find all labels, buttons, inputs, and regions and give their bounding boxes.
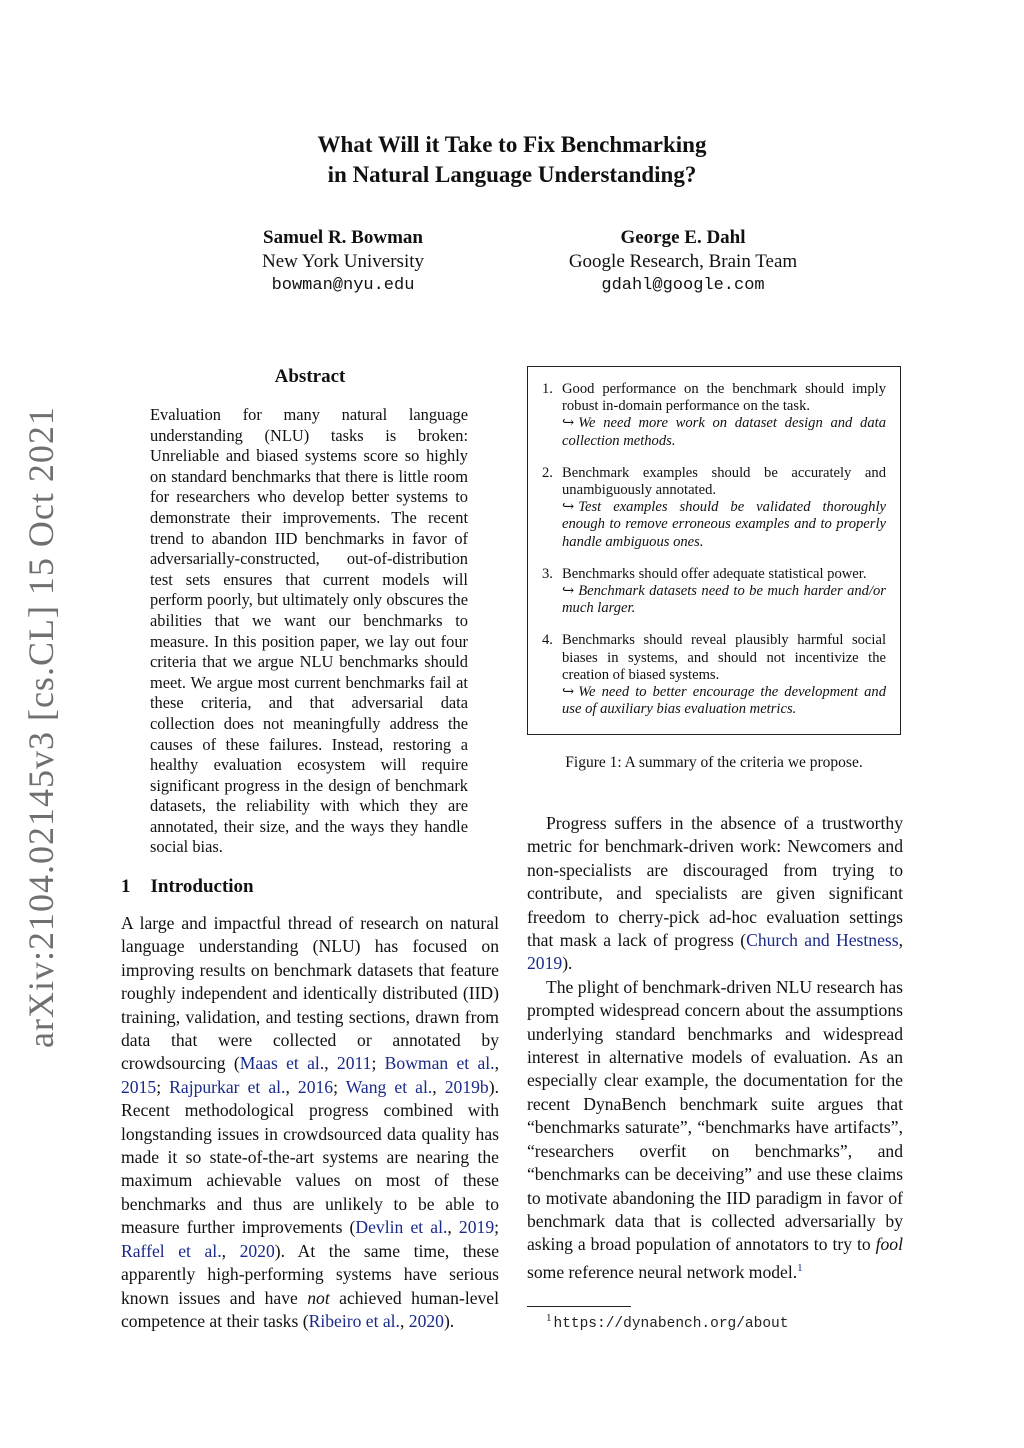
criterion-number: 1. — [542, 381, 553, 397]
criterion-item — [542, 566, 886, 618]
criterion-number: 2. — [542, 464, 553, 481]
text-run: A large and impactful thread of research on natural language understanding (NLU) has focused on improving results on benchmark datasets that feature roughly independent and identically distributed (IID) training, validation, and testing sections, drawn from data that were collected or annotated by crowdsourcing ( — [121, 913, 499, 1074]
hook-arrow-icon: ↪ — [562, 415, 575, 432]
text-run: , — [432, 1076, 445, 1097]
abstract-text: Evaluation for many natural language understanding (NLU) tasks is broken: Unreliable and biased systems score so highly on standard benchmarks that there is little room for researchers who develop better systems to demonstrate their improvements. The recent trend to abandon IID benchmarks in favor of adversarially-constructed, out-of-distribution test sets ensures that current models will perform poorly, but ultimately only obscures the abilities that we want our benchmarks to measure. In this position paper, we lay out four criteria that we argue NLU benchmarks should meet. We argue most current benchmarks fail at these criteria, and that adversarial data collection does not meaningfully address the causes of these failures. Instead, restoring a healthy evaluation ecosystem will require significant progress in the design of benchmark datasets, the reliability with which they are annotated, their size, and the ways they handle social bias. — [150, 405, 468, 857]
text-run: , — [494, 1053, 499, 1074]
text-run: , — [399, 1310, 409, 1331]
footnote-divider — [527, 1306, 631, 1307]
footnote-url-link[interactable]: https://dynabench.org/about — [553, 1315, 789, 1332]
hook-arrow-icon: ↪ — [562, 499, 575, 516]
intro-paragraph — [121, 912, 499, 1333]
abstract-heading: Abstract — [274, 366, 346, 387]
text-run: , — [898, 930, 903, 951]
text-run: , — [221, 1240, 240, 1261]
text-run: The plight of benchmark-driven NLU research has prompted widespread concern about the assumptions underlying standard benchmarks and widespread interest in alternative models of evaluation. As an especially clear example, the documentation for the recent DynaBench benchmark suite argues that “benchmarks saturate”, “benchmarks have artifacts”, “researchers overfit on benchmarks”, and “benchmarks can be deceiving” and use these claims to motivate abandoning the IID paradigm in favor of benchmark data that is collected adversarially by asking a broad population of annotators to try to — [527, 976, 903, 1255]
citation-link[interactable]: Raffel et al. — [121, 1240, 222, 1261]
emphasis: not — [307, 1287, 330, 1308]
citation-year-link[interactable]: 2020 — [408, 1310, 444, 1331]
arxiv-stamp: arXiv:2104.02145v3 [cs.CL] 15 Oct 2021 — [21, 406, 61, 1048]
citation-year-link[interactable]: 2019b — [444, 1076, 489, 1097]
author-1 — [213, 226, 473, 298]
paragraph — [527, 812, 903, 976]
author-email: gdahl@google.com — [601, 276, 765, 295]
text-run: achieved human-level competence at their tasks ( — [121, 1287, 500, 1331]
citation-year-link[interactable]: 2020 — [239, 1240, 275, 1261]
criterion-text: Benchmark examples should be accurately and unambiguously annotated. — [562, 464, 886, 499]
text-run: ). — [562, 953, 573, 974]
text-run: , — [447, 1217, 459, 1238]
author-affiliation: New York University — [261, 251, 425, 272]
citation-year-link[interactable]: 2011 — [336, 1053, 372, 1074]
criterion-note — [562, 415, 886, 449]
title-line-1: What Will it Take to Fix Benchmarking — [317, 132, 707, 157]
criterion-item — [542, 381, 886, 450]
citation-year-link[interactable]: 2019 — [458, 1217, 495, 1238]
author-email: bowman@nyu.edu — [271, 276, 415, 295]
emphasis: fool — [875, 1234, 903, 1255]
right-column-text — [527, 812, 903, 1284]
author-affiliation: Google Research, Brain Team — [568, 251, 798, 272]
section-heading — [121, 876, 254, 898]
section-title: Introduction — [150, 876, 254, 897]
note-text: We need to better encourage the development and use of auxiliary bias evaluation metrics. — [562, 684, 886, 718]
text-run: ). — [443, 1310, 455, 1331]
citation-link[interactable]: Bowman et al. — [384, 1053, 495, 1074]
section-number: 1 — [121, 876, 131, 897]
footnote-ref-link[interactable]: 1 — [797, 1261, 803, 1274]
citation-link[interactable]: Rajpurkar et al. — [169, 1076, 286, 1097]
text-run: , — [285, 1076, 298, 1097]
text-run: ; — [156, 1076, 170, 1097]
author-2 — [533, 226, 833, 298]
criterion-text: Benchmarks should offer adequate statistical power. — [562, 565, 867, 582]
citation-link[interactable]: Wang et al. — [345, 1076, 433, 1097]
text-run: ; — [333, 1076, 346, 1097]
criterion-note — [562, 499, 886, 551]
criterion-number: 3. — [542, 565, 553, 582]
criterion-number: 4. — [542, 632, 553, 649]
author-name: Samuel R. Bowman — [263, 227, 423, 248]
text-run: ; — [371, 1053, 385, 1074]
citation-year-link[interactable]: 2016 — [297, 1076, 334, 1097]
citation-link[interactable]: Devlin et al. — [355, 1217, 448, 1238]
title-line-2: in Natural Language Understanding? — [327, 162, 697, 187]
text-run: Progress suffers in the absence of a trustworthy metric for benchmark-driven work: Newcomers and non-specialists are discouraged from trying to contribute, and specialists are given significant freedom to cherry-pick ad-hoc evaluation settings that mask a lack of progress ( — [527, 813, 903, 951]
criterion-text: Benchmarks should reveal plausibly harmful social biases in systems, and should not incentivize the creation of biased systems. — [562, 632, 886, 683]
criteria-box — [527, 366, 901, 735]
footnote-number: 1 — [546, 1312, 552, 1324]
note-text: Benchmark datasets need to be much harder and/or much larger. — [562, 583, 886, 617]
criterion-item — [542, 632, 886, 718]
text-run: some reference neural network model. — [527, 1261, 798, 1282]
criterion-note — [562, 684, 886, 718]
citation-year-link[interactable]: 2015 — [121, 1076, 157, 1097]
citation-link[interactable]: Church and Hestness — [746, 930, 899, 951]
criterion-text: Good performance on the benchmark should imply robust in-domain performance on the task. — [562, 381, 886, 415]
text-run: ). Recent methodological progress combined with longstanding issues in crowdsourced data quality has made it so state-of-the-art systems are nearing the maximum achievable values on most of these benchmarks and thus are unlikely to be able to measure further improvements ( — [121, 1076, 499, 1238]
paper-title — [0, 130, 1024, 190]
note-text: We need more work on dataset design and data collection methods. — [562, 415, 886, 449]
hook-arrow-icon: ↪ — [562, 583, 575, 600]
hook-arrow-icon: ↪ — [562, 684, 575, 701]
criterion-note — [562, 583, 886, 617]
citation-link[interactable]: Ribeiro et al. — [308, 1310, 400, 1331]
citation-year-link[interactable]: 2019 — [527, 953, 563, 974]
note-text: Test examples should be validated thoroughly enough to remove erroneous examples and to properly handle ambiguous ones. — [562, 499, 886, 550]
author-name: George E. Dahl — [620, 227, 746, 248]
criterion-item — [542, 465, 886, 551]
text-run: ; — [494, 1217, 499, 1238]
text-run: ). At the same time, these apparently high-performing systems have serious known issues and have — [121, 1240, 499, 1308]
figure-caption: Figure 1: A summary of the criteria we propose. — [565, 754, 863, 771]
paragraph — [527, 976, 903, 1284]
footnote — [546, 1312, 788, 1332]
citation-link[interactable]: Maas et al. — [239, 1053, 325, 1074]
text-run: , — [324, 1053, 337, 1074]
